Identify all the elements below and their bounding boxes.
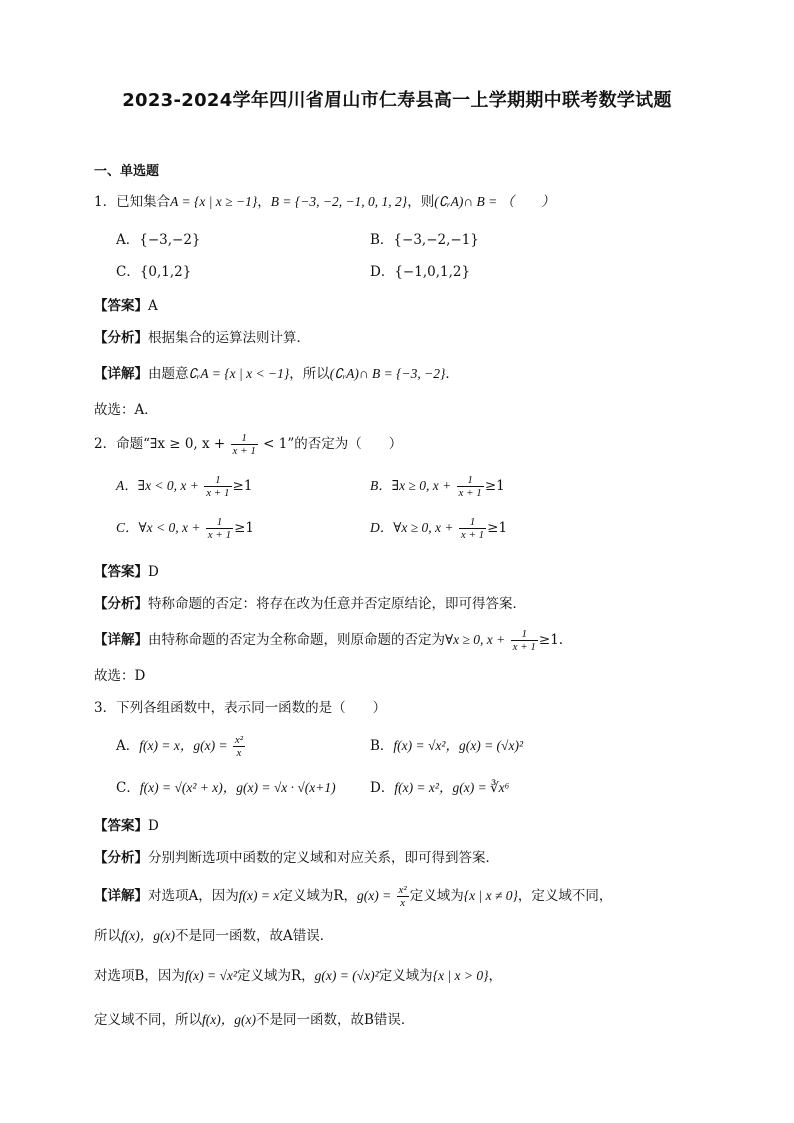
detail-tag: 【详解】 [94,366,148,382]
q2-tail: < 1”的否定为（ ） [263,436,403,452]
q3-opt-a-f: f(x) = x [139,738,180,753]
q3-opt-d-f: f(x) = x² [394,780,439,795]
question-2-stem [94,432,402,457]
q3-d3-g: ， [488,968,503,984]
q3-d4-c: 不是同一函数，故B错误． [255,1012,415,1028]
q3-opt-a-label: A． [116,738,140,754]
detail-tag: 【详解】 [94,632,148,648]
q1-choose: 故选：A． [94,402,158,418]
q1-option-d: D．{−1,0,1,2} [370,264,471,280]
q3-option-d [370,778,509,798]
q1-detail-c: ，所以 [289,366,330,382]
q1-option-a: A．{−3,−2} [116,232,201,248]
q2-frac-num: 1 [231,432,258,445]
q2-choose: 故选：D [94,668,146,684]
q3-d4-a: 定义域不同，所以 [94,1012,202,1028]
q2-analysis [94,594,526,614]
q3-d3-f: {x | x > 0} [432,968,489,983]
q3-d3-a: 对选项B，因为 [94,968,185,984]
q3-opt-c-label: C． [116,780,140,796]
q1-detail [94,364,459,384]
q2-opt-b-pre: B．∃x ≥ 0, x + [370,478,452,493]
q1-set-a: A = {x | x ≥ −1} [170,194,258,209]
analysis-tag: 【分析】 [94,330,148,346]
q1-analysis [94,328,310,348]
frac-den: x + 1 [458,487,482,499]
q2-lead: 2．命题“∃x ≥ 0, x + [94,436,226,452]
detail-tag: 【详解】 [94,888,148,904]
answer-tag: 【答案】 [94,818,148,834]
q3-option-b [370,736,523,756]
q1-detail-e: ． [445,366,459,382]
analysis-tag: 【分析】 [94,596,148,612]
q2-detail-c: ≥1. [538,632,564,648]
q1-option-c: C．{0,1,2} [116,264,192,280]
q1-lead: 1．已知集合 [94,194,171,210]
q2-opt-d-pre: D．∀x ≥ 0, x + [370,520,454,535]
q2-option-b [370,474,505,499]
q1-expression: (∁ᵣA)∩ B = （ ） [434,194,555,209]
q2-analysis-text: 特称命题的否定：将存在改为任意并否定原结论，即可得答案． [148,596,526,612]
q1-detail-d: (∁ᵣA)∩ B = {−3, −2} [329,366,446,381]
q3-d1-g: ，定义域不同， [517,888,613,904]
q3-opt-b-g: ，g(x) = (√x)² [445,738,524,753]
q1-set-b: B = {−3, −2, −1, 0, 1, 2} [270,194,408,209]
q3-answer [94,816,159,836]
section-heading: 一、单选题 [94,164,160,179]
q3-d3-c: 定义域为R， [236,968,315,984]
q3-opt-c-g: ，g(x) = √x · √(x+1) [222,780,336,795]
q3-detail-line-3 [94,966,502,986]
q3-opt-a-frac [233,734,245,759]
q2-opt-d-post: ≥1 [487,520,508,536]
q3-d3-e: 定义域为 [378,968,433,984]
q1-sep2: ，则 [407,194,435,210]
frac-den: x + 1 [206,487,230,499]
q1-detail-a: 由题意 [148,366,189,382]
q3-d1-frac [397,884,409,909]
q3-d3-b: f(x) = √x² [184,968,237,983]
q1-answer [94,296,158,316]
q2-opt-c-pre: C．∀x < 0, x + [116,520,201,535]
q2-detail-frac [511,628,538,653]
q3-opt-d-g: ，g(x) = ∛x⁶ [438,780,510,795]
question-3-stem: 3．下列各组函数中，表示同一函数的是（ ） [94,700,387,716]
q3-analysis-text: 分别判断选项中函数的定义域和对应关系，即可得到答案． [148,850,499,866]
frac-num: x² [398,884,407,896]
q3-opt-c-f: f(x) = √(x² + x) [139,780,223,795]
q3-d3-d: g(x) = (√x)² [314,968,379,983]
q3-d4-b: f(x)，g(x) [202,1012,256,1027]
q2-opt-d-frac [459,516,486,541]
frac-den: x [236,747,242,759]
document-title: 2023-2024学年四川省眉山市仁寿县高一上学期期中联考数学试题 [122,90,672,111]
frac-num: x² [234,734,244,746]
q3-d2-b: f(x)，g(x) [121,928,175,943]
q3-opt-b-label: B． [370,738,394,754]
frac-num: 1 [457,474,484,487]
q3-d2-c: 不是同一函数，故A错误． [174,928,334,944]
q2-option-d [370,516,507,541]
frac-num: 1 [511,628,538,641]
q2-opt-b-frac [457,474,484,499]
frac-den: x + 1 [512,641,536,653]
q2-detail [94,628,563,653]
q3-d1-f: {x | x ≠ 0} [463,888,518,903]
q3-detail-line-2 [94,926,333,946]
q1-sep1: ， [257,194,271,210]
frac-num: 1 [206,516,233,529]
q3-d1-e: 定义域为 [409,888,464,904]
q3-d1-b: f(x) = x [238,888,280,903]
q2-opt-c-frac [206,516,233,541]
q1-option-b: B．{−3,−2,−1} [370,232,479,248]
analysis-tag: 【分析】 [94,850,148,866]
q2-option-c [116,516,254,541]
q2-detail-a: 由特称命题的否定为全称命题，则原命题的否定为 [148,632,445,648]
answer-tag: 【答案】 [94,564,148,580]
frac-num: 1 [204,474,231,487]
q2-answer [94,562,159,582]
q2-opt-a-post: ≥1 [232,478,253,494]
q3-d2-a: 所以 [94,928,121,944]
q3-detail-line-1 [94,884,612,909]
q3-d1-c: 定义域为R， [279,888,358,904]
q1-detail-b: ∁ᵣA = {x | x < −1} [188,366,290,381]
q3-option-c [116,778,336,798]
q3-opt-b-f: f(x) = √x² [393,738,446,753]
q3-d1-a: 对选项A，因为 [148,888,239,904]
q1-analysis-text: 根据集合的运算法则计算． [148,330,310,346]
q3-answer-value: D [148,818,159,834]
frac-num: 1 [459,516,486,529]
q3-d1-d: g(x) = [357,888,392,903]
q2-option-a [116,474,252,499]
q3-detail-line-4 [94,1010,414,1030]
q2-frac-den: x + 1 [232,445,256,457]
q2-fraction [231,432,258,457]
q2-opt-a-frac [204,474,231,499]
q2-opt-a-pre: A．∃x < 0, x + [116,478,199,493]
q3-opt-a-mid: ，g(x) = [179,738,228,753]
frac-den: x [400,897,406,909]
q2-detail-b: ∀x ≥ 0, x + [445,632,506,647]
q3-analysis [94,848,499,868]
q1-answer-value: A [148,298,158,314]
q2-opt-c-post: ≥1 [234,520,254,536]
q3-option-a [116,734,246,759]
frac-den: x + 1 [460,529,485,541]
answer-tag: 【答案】 [94,298,148,314]
q2-opt-b-post: ≥1 [484,478,505,494]
q2-answer-value: D [148,564,159,580]
q3-opt-d-label: D． [370,780,395,796]
question-1-stem [94,192,555,212]
frac-den: x + 1 [207,529,232,541]
